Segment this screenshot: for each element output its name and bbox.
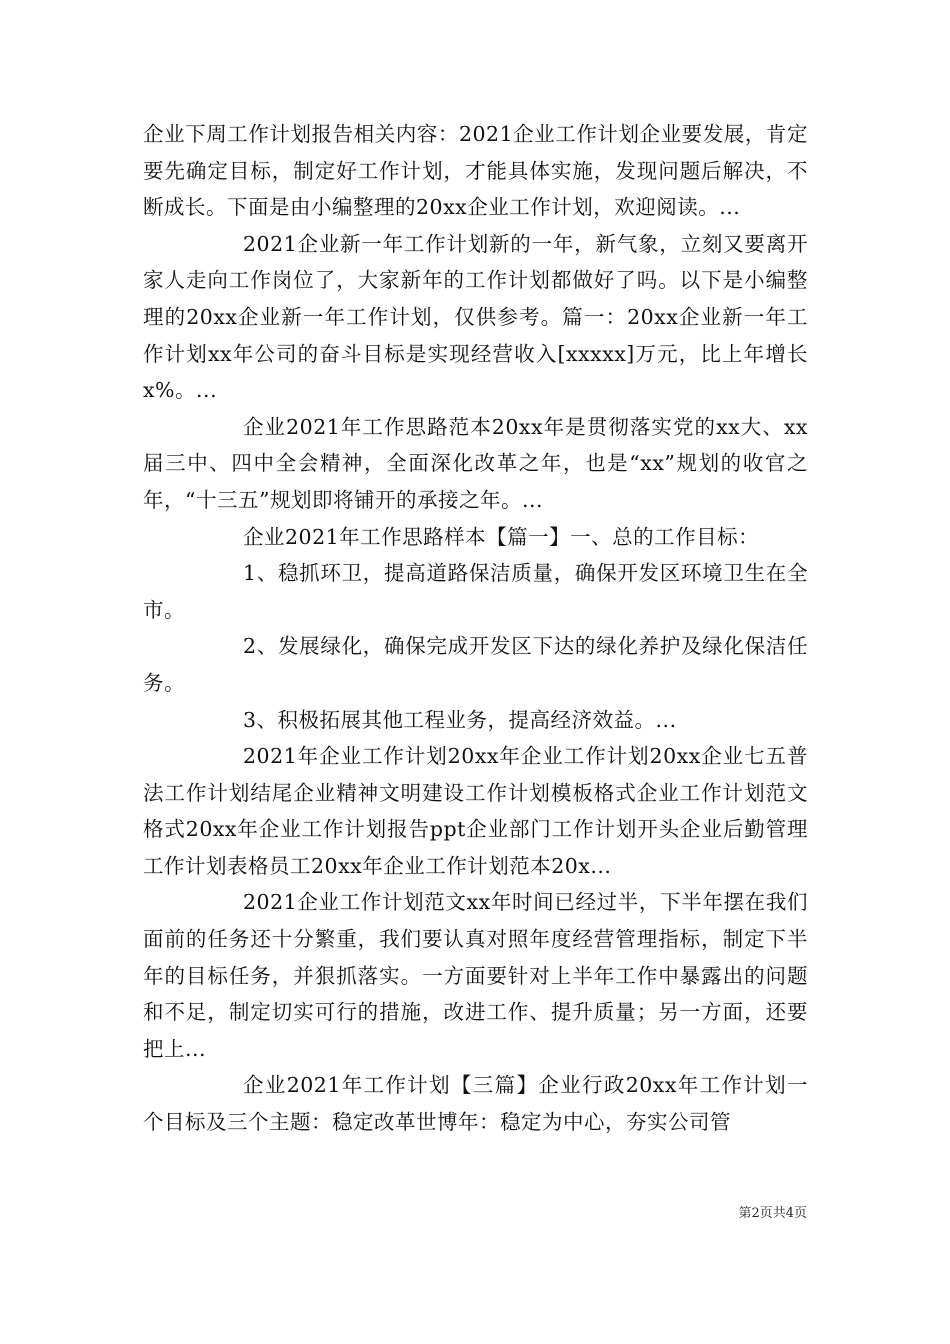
paragraph-4: 企业2021年工作思路样本【篇一】一、总的工作目标： bbox=[243, 524, 760, 549]
paragraph-7: 3、积极拓展其他工程业务，提高经济效益。... bbox=[243, 707, 677, 732]
paragraph-1: 企业下周工作计划报告相关内容：2021企业工作计划企业要发展，肯定要先确定目标，制定好工作计划，才能具体实施，发现问题后解决，不断成长。下面是由小编整理的20xx企业工作计划，欢迎阅读。... bbox=[143, 122, 808, 220]
paragraph-3: 企业2021年工作思路范本20xx年是贯彻落实党的xx大、xx届三中、四中全会精神，全面深化改革之年，也是“xx”规划的收官之年，“十三五”规划即将铺开的承接之年。... bbox=[143, 414, 808, 512]
document-body bbox=[143, 116, 808, 1141]
paragraph-8: 2021年企业工作计划20xx年企业工作计划20xx企业七五普法工作计划结尾企业精神文明建设工作计划模板格式企业工作计划范文格式20xx年企业工作计划报告ppt企业部门工作计划开头企业后勤管理工作计划表格员工20xx年企业工作计划范本20x... bbox=[143, 744, 808, 878]
paragraph-5: 1、稳抓环卫，提高道路保洁质量，确保开发区环境卫生在全市。 bbox=[143, 561, 808, 622]
page-number: 第2页共4页 bbox=[738, 1206, 807, 1221]
paragraph-6: 2、发展绿化，确保完成开发区下达的绿化养护及绿化保洁任务。 bbox=[143, 634, 808, 695]
paragraph-9: 2021企业工作计划范文xx年时间已经过半，下半年摆在我们面前的任务还十分繁重，我们要认真对照年度经营管理指标，制定下半年的目标任务，并狠抓落实。一方面要针对上半年工作中暴露出的问题和不足，制定切实可行的措施，改进工作、提升质量；另一方面，还要把上... bbox=[143, 890, 808, 1061]
paragraph-10: 企业2021年工作计划【三篇】企业行政20xx年工作计划一个目标及三个主题：稳定改革世博年：稳定为中心，夯实公司管 bbox=[143, 1073, 808, 1135]
paragraph-2: 2021企业新一年工作计划新的一年，新气象，立刻又要离开家人走向工作岗位了，大家新年的工作计划都做好了吗。以下是小编整理的20xx企业新一年工作计划，仅供参考。篇一：20xx企业新一年工作计划xx年公司的奋斗目标是实现经营收入[xxxxx]万元，比上年增长x%。... bbox=[143, 231, 808, 403]
